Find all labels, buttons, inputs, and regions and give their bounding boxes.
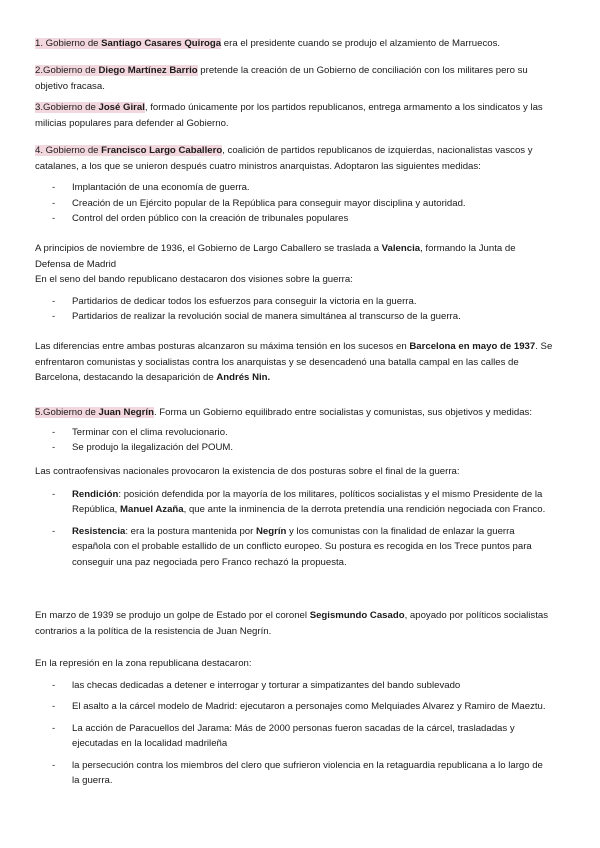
list-item-resistencia: - Resistencia: era la postura mantenida por Negrín y los comunistas con la finalidad de enlazar la guerra española con el probable estallido de un conflicto europeo. Su postura es recogida en los Trece puntos para conseguir una paz negociada pero Franco rechazó la propuesta.: [35, 524, 553, 571]
highlight: 5.Gobierno de Juan Negrín: [35, 407, 154, 418]
name-juan-negrin: Juan Negrín: [98, 407, 154, 418]
name-negrin: Negrín: [256, 525, 287, 537]
paragraph-largo-caballero: 4. Gobierno de Francisco Largo Caballero, coalición de partidos republicanos de izquierdas, nacionalistas vascos y catalanes, a los que se unieron después cuatro ministros anarquistas. Adoptaron las siguientes medidas:: [35, 145, 533, 172]
highlight: 4. Gobierno de Francisco Largo Caballero: [35, 145, 223, 156]
name-jose-giral: José Giral: [98, 102, 145, 113]
repression-list: [35, 678, 553, 789]
negrin-list: [35, 425, 553, 456]
paragraph-casado-coup: En marzo de 1939 se produjo un golpe de Estado por el coronel Segismundo Casado, apoyado por políticos socialistas contrarios a la política de la resistencia de Juan Negrín.: [35, 610, 549, 637]
section-repression: [35, 656, 553, 795]
list-item: - Partidarios de dedicar todos los esfuerzos para conseguir la victoria en la guerra.: [35, 294, 553, 310]
list-item: - la persecución contra los miembros del clero que sufrieron violencia en la retaguardia republicana a lo largo de la guerra.: [35, 758, 553, 789]
list-item: - Creación de un Ejército popular de la República para conseguir mayor disciplina y autoridad.: [35, 196, 553, 212]
list-item: - Control del orden público con la creación de tribunales populares: [35, 211, 553, 227]
name-manuel-azana: Manuel Azaña: [120, 504, 184, 515]
name-andres-nin: Andrés Nin.: [216, 372, 271, 383]
event-barcelona-1937: Barcelona en mayo de 1937: [409, 341, 536, 352]
paragraph-repression-intro: En la represión en la zona republicana destacaron:: [35, 658, 252, 669]
paragraph-jose-giral: 3.Gobierno de José Giral, formado únicamente por los partidos republicanos, entrega armamento a los sindicatos y las milicias populares para defender al Gobierno.: [35, 102, 543, 129]
paragraph-valencia: A principios de noviembre de 1936, el Gobierno de Largo Caballero se traslada a Valencia, formando la Junta de Defensa de Madrid: [35, 243, 516, 270]
section-largo-caballero: [35, 143, 553, 227]
section-valencia: [35, 241, 553, 325]
name-casares-quiroga: Santiago Casares Quiroga: [101, 38, 222, 49]
section-two-postures: [35, 464, 553, 576]
list-item-rendicion: - Rendición: posición defendida por la mayoría de los militares, políticos socialistas y el mismo Presidente de la República, Manuel Azaña, que ante la inminencia de la derrota pretendía una rendición negociada con Franco.: [35, 487, 553, 518]
highlight: 2.Gobierno de Diego Martínez Barrio: [35, 65, 198, 76]
list-item: - Terminar con el clima revolucionario.: [35, 425, 553, 441]
place-valencia: Valencia: [381, 243, 421, 254]
name-largo-caballero: Francisco Largo Caballero: [101, 145, 223, 156]
list-item: - Se produjo la ilegalización del POUM.: [35, 440, 553, 456]
visions-list: [35, 294, 553, 325]
list-item: - Implantación de una economía de guerra.: [35, 180, 553, 196]
postures-list: [35, 487, 553, 571]
label-resistencia: Resistencia: [72, 525, 126, 537]
label-rendicion: Rendición: [72, 488, 119, 500]
paragraph-two-visions: En el seno del bando republicano destacaron dos visiones sobre la guerra:: [35, 274, 353, 285]
paragraph-barcelona-1937: Las diferencias entre ambas posturas alcanzaron su máxima tensión en los sucesos en Barcelona en mayo de 1937. Se enfrentaron comunistas y socialistas contra los anarquistas y se desencadenó una batalla campal en las calles de Barcelona, destacando la desaparición de Andrés Nin.: [35, 341, 553, 383]
highlight: 1. Gobierno de Santiago Casares Quiroga: [35, 38, 222, 49]
paragraph-casares-quiroga: 1. Gobierno de Santiago Casares Quiroga era el presidente cuando se produjo el alzamiento de Marruecos.: [35, 38, 501, 49]
highlight: 3.Gobierno de José Giral: [35, 102, 145, 113]
section-negrin: [35, 405, 553, 456]
list-item: - La acción de Paracuellos del Jarama: Más de 2000 personas fueron sacadas de la cárcel, trasladadas y ejecutadas en la localidad madrileña: [35, 721, 553, 752]
paragraph-postures-intro: Las contraofensivas nacionales provocaron la existencia de dos posturas sobre el final de la guerra:: [35, 466, 460, 477]
list-item: - El asalto a la cárcel modelo de Madrid: ejecutaron a personajes como Melquiades Alvarez y Ramiro de Maeztu.: [35, 699, 553, 715]
paragraph-martinez-barrio: 2.Gobierno de Diego Martínez Barrio pretende la creación de un Gobierno de conciliación con los militares pero su objetivo fracasa.: [35, 65, 528, 92]
list-item: - las checas dedicadas a detener e interrogar y torturar a simpatizantes del bando sublevado: [35, 678, 553, 694]
name-segismundo-casado: Segismundo Casado: [309, 610, 405, 621]
name-martinez-barrio: Diego Martínez Barrio: [98, 65, 198, 76]
paragraph-negrin: 5.Gobierno de Juan Negrín. Forma un Gobierno equilibrado entre socialistas y comunistas, sus objetivos y medidas:: [35, 407, 533, 418]
measures-list: [35, 180, 553, 227]
list-item: - Partidarios de realizar la revolución social de manera simultánea al transcurso de la guerra.: [35, 309, 553, 325]
